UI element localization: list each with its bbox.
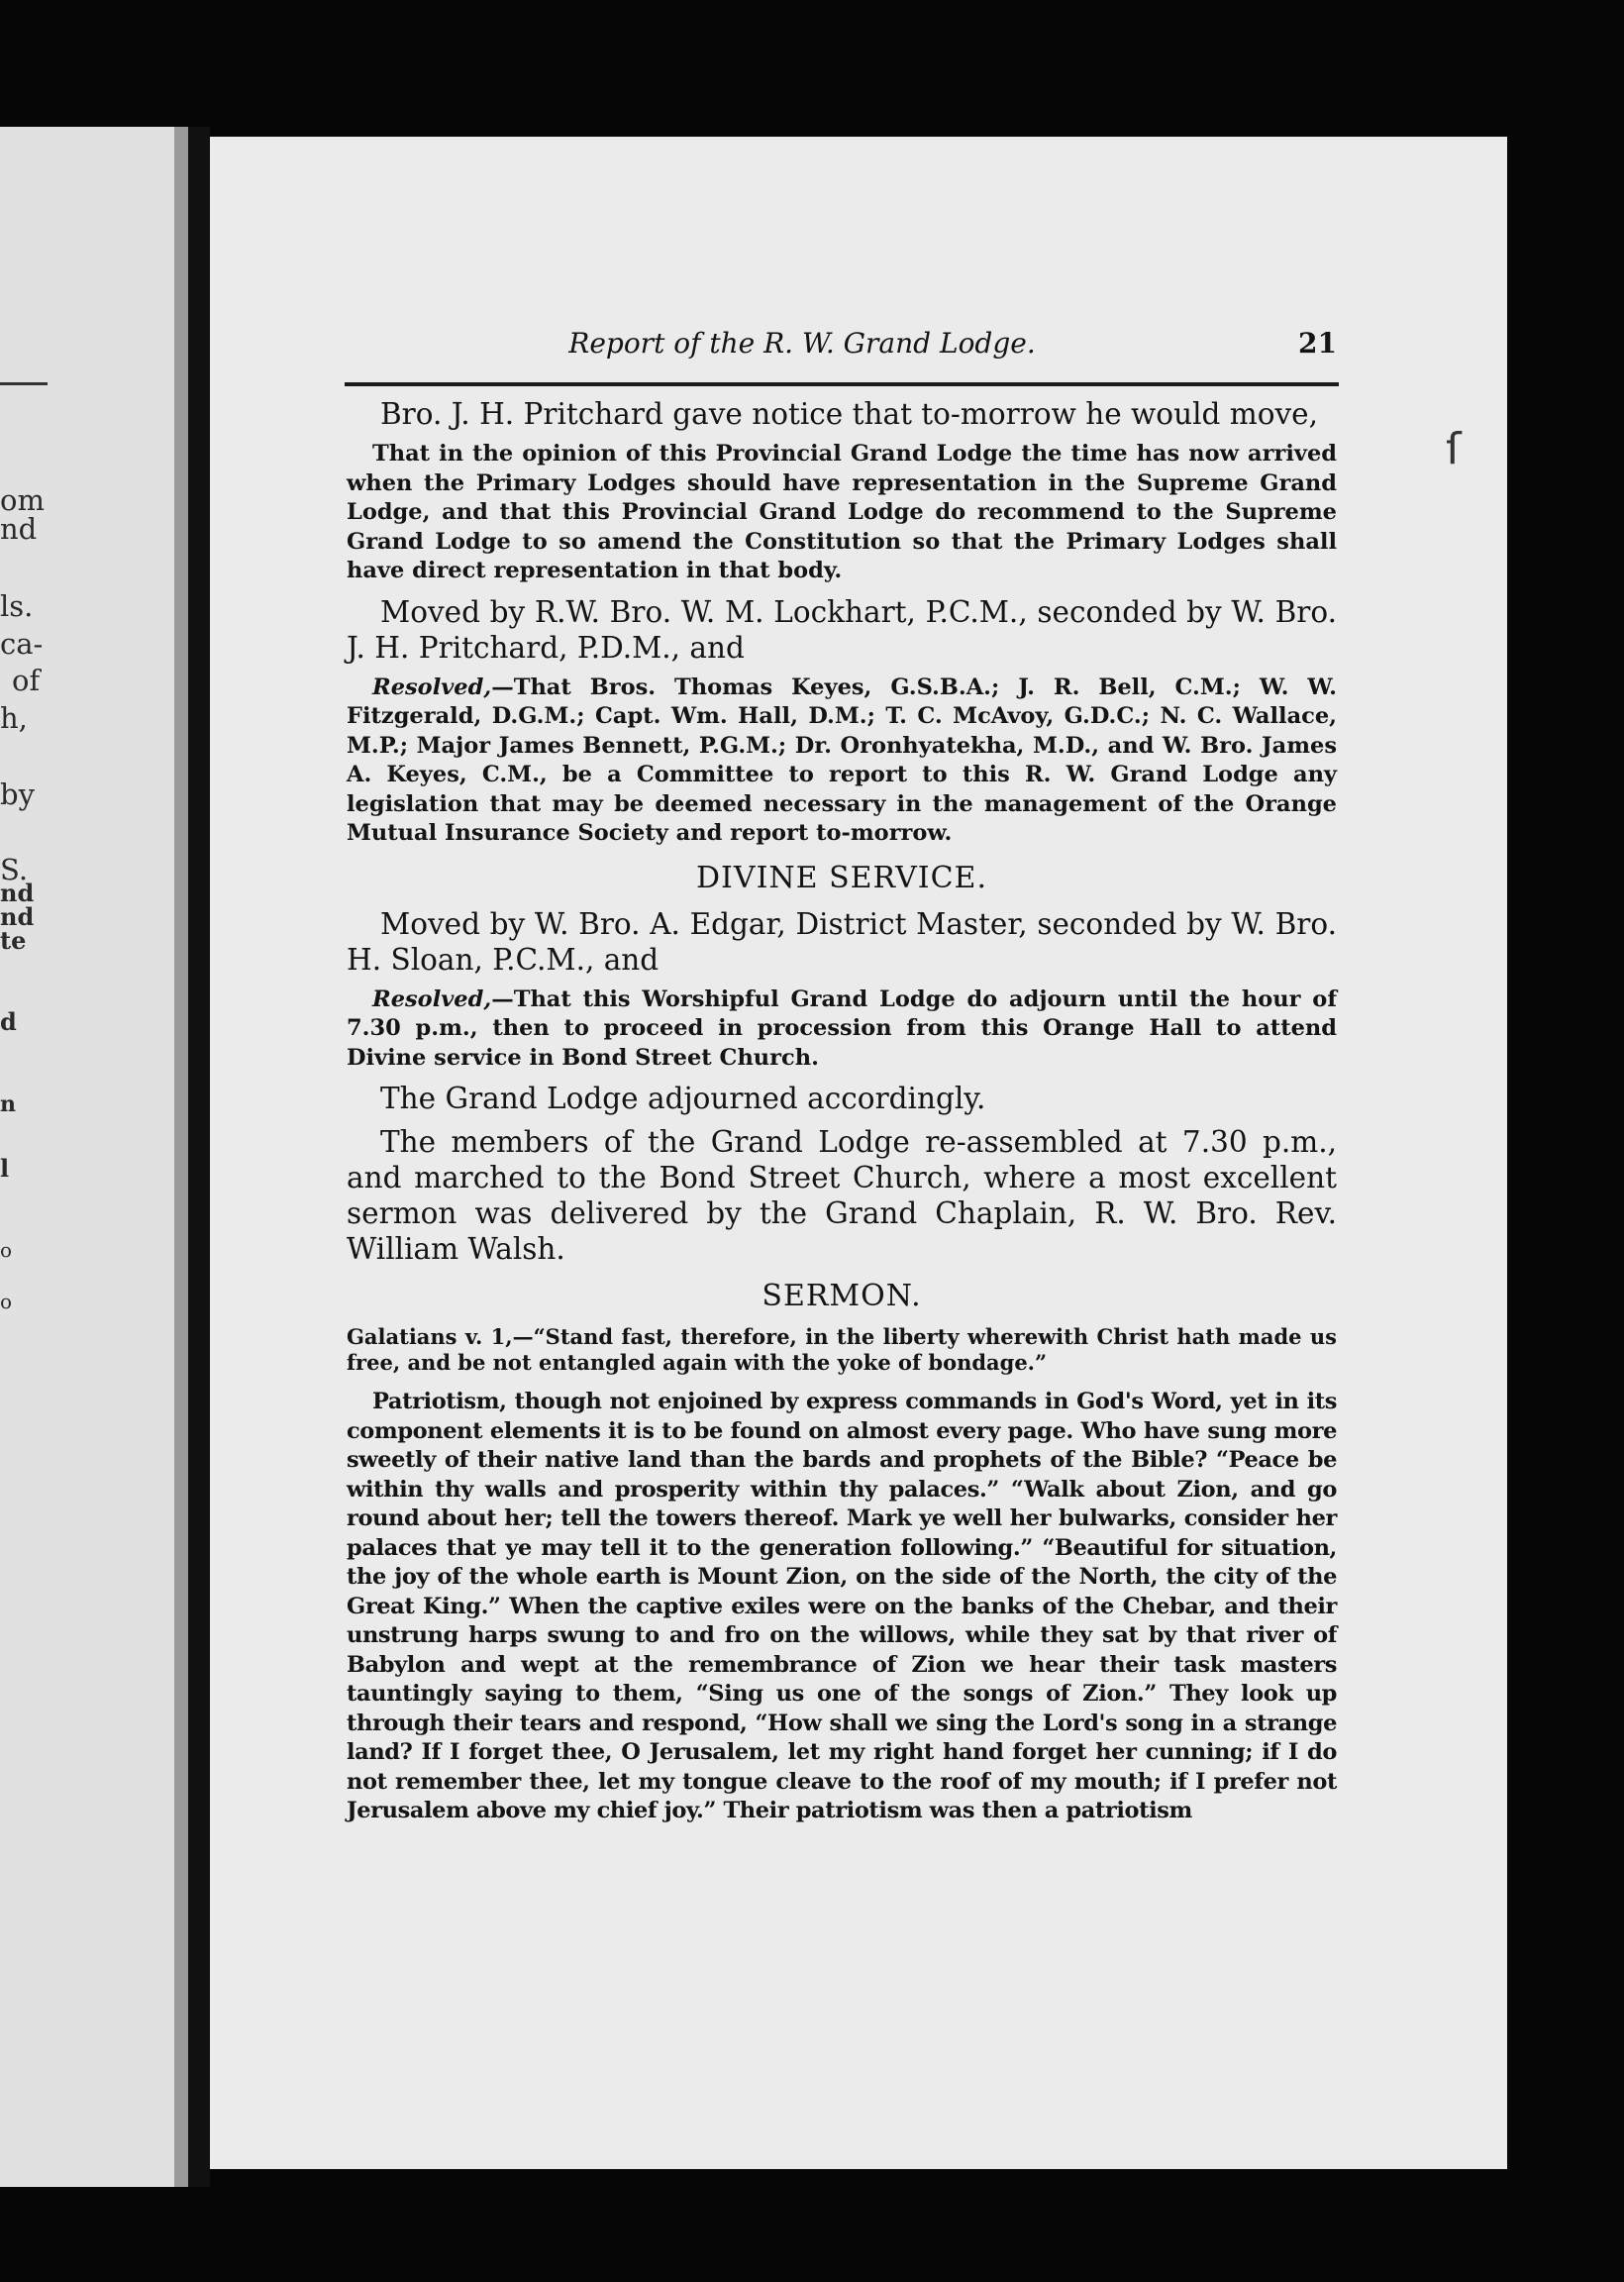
left-page-fragment: nd	[0, 512, 38, 546]
left-page-edge	[0, 127, 174, 2187]
left-page-fragment: ca-	[0, 627, 44, 661]
left-page-fragment: om	[0, 483, 45, 517]
adjourned-paragraph: The Grand Lodge adjourned accordingly.	[380, 1082, 986, 1115]
resolution-text: —That this Worshipful Grand Lodge do adjourn until the hour of 7.30 p.m., then to proceed in procession from this Orange Hall to attend Divine service in Bond Street Church.	[347, 985, 1337, 1071]
left-page-fragment: nd	[0, 902, 35, 931]
page-text	[347, 319, 1337, 1834]
right-page	[210, 137, 1507, 2169]
header-rule	[345, 382, 1339, 386]
resolved-label: Resolved,	[372, 674, 492, 700]
margin-pencil-mark: ſ	[1446, 424, 1462, 474]
running-title: Report of the R. W. Grand Lodge.	[568, 327, 1036, 360]
left-page-fragment: te	[0, 926, 27, 955]
notice-paragraph: Bro. J. H. Pritchard gave notice that to-morrow he would move,	[380, 397, 1318, 431]
left-page-rule	[0, 382, 48, 385]
section-heading-sermon: SERMON.	[761, 1279, 922, 1313]
scripture-text: Galatians v. 1,—“Stand fast, therefore, in the liberty wherewith Christ hath made us free, and be not entangled again with the yoke of bondage.”	[347, 1324, 1337, 1375]
page-gutter	[174, 127, 188, 2187]
resolution-committee	[347, 674, 1337, 849]
left-page-fragment: o	[0, 1238, 13, 1262]
left-page-fragment: l	[0, 1154, 10, 1183]
moved-paragraph: Moved by W. Bro. A. Edgar, District Master, seconded by W. Bro. H. Sloan, P.C.M., and	[347, 906, 1337, 977]
left-page-fragment: d	[0, 1007, 17, 1036]
binding-shadow	[188, 127, 210, 2187]
sermon-paragraph: Patriotism, though not enjoined by express commands in God's Word, yet in its component elements it is to be found on almost every page. Who have sung more sweetly of their native land than the bards and prophets of the Bible? “Peace be within thy walls and prosperity within thy palaces.” “Walk about Zion, and go round about her; tell the towers thereof. Mark ye well her bulwarks, consider her palaces that ye may tell it to the generation following.” “Beautiful for situation, the joy of the whole earth is Mount Zion, on the side of the North, the city of the Great King.” When the captive exiles were on the banks of the Chebar, and their unstrung harps swung to and fro on the willows, while they sat by that river of Babylon and wept at the remembrance of Zion we hear their task masters tauntingly saying to them, “Sing us one of the songs of Zion.” They look up through their tears and respond, “How shall we sing the Lord's song in a strange land? If I forget thee, O Jerusalem, let my right hand forget her cunning; if I do not remember thee, let my tongue cleave to the roof of my mouth; if I prefer not Jerusalem above my chief joy.” Their patriotism was then a patriotism	[347, 1389, 1337, 1823]
resolution-text: —That Bros. Thomas Keyes, G.S.B.A.; J. R. Bell, C.M.; W. W. Fitzgerald, D.G.M.; Capt. Wm. Hall, D.M.; T. C. McAvoy, G.D.C.; N. C. Wallace, M.P.; Major James Bennett, P.G.M.; Dr. Oronhyatekha, M.D., and W. Bro. James A. Keyes, C.M., be a Committee to report to this R. W. Grand Lodge any legislation that may be deemed necessary in the management of the Orange Mutual Insurance Society and report to-morrow.	[347, 674, 1337, 846]
left-page-fragment: o	[0, 1290, 13, 1313]
left-page-fragment: S.	[0, 853, 29, 886]
moved-paragraph: Moved by R.W. Bro. W. M. Lockhart, P.C.M., seconded by W. Bro. J. H. Pritchard, P.D.M., and	[347, 594, 1337, 665]
page-number: 21	[1298, 327, 1337, 360]
left-page-fragment: ls.	[0, 589, 34, 623]
reassembled-paragraph: The members of the Grand Lodge re-assembled at 7.30 p.m., and marched to the Bond Street Church, where a most excellent sermon was delivered by the Grand Chaplain, R. W. Bro. Rev. William Walsh.	[347, 1125, 1337, 1266]
left-page-fragment: of	[12, 664, 41, 697]
left-page-fragment: by	[0, 778, 35, 811]
left-page-fragment: n	[0, 1091, 16, 1117]
running-header	[347, 319, 1337, 368]
left-page-fragment: nd	[0, 879, 35, 907]
left-page-fragment: h,	[0, 701, 28, 735]
resolved-label: Resolved,	[372, 985, 492, 1012]
section-heading-divine-service: DIVINE SERVICE.	[696, 860, 987, 895]
motion-text: That in the opinion of this Provincial Grand Lodge the time has now arrived when the Primary Lodges should have representation in the Supreme Grand Lodge, and that this Provincial Grand Lodge do recommend to the Supreme Grand Lodge to so amend the Constitution so that the Primary Lodges shall have direct representation in that body.	[347, 441, 1337, 583]
resolution-adjourn	[347, 985, 1337, 1074]
